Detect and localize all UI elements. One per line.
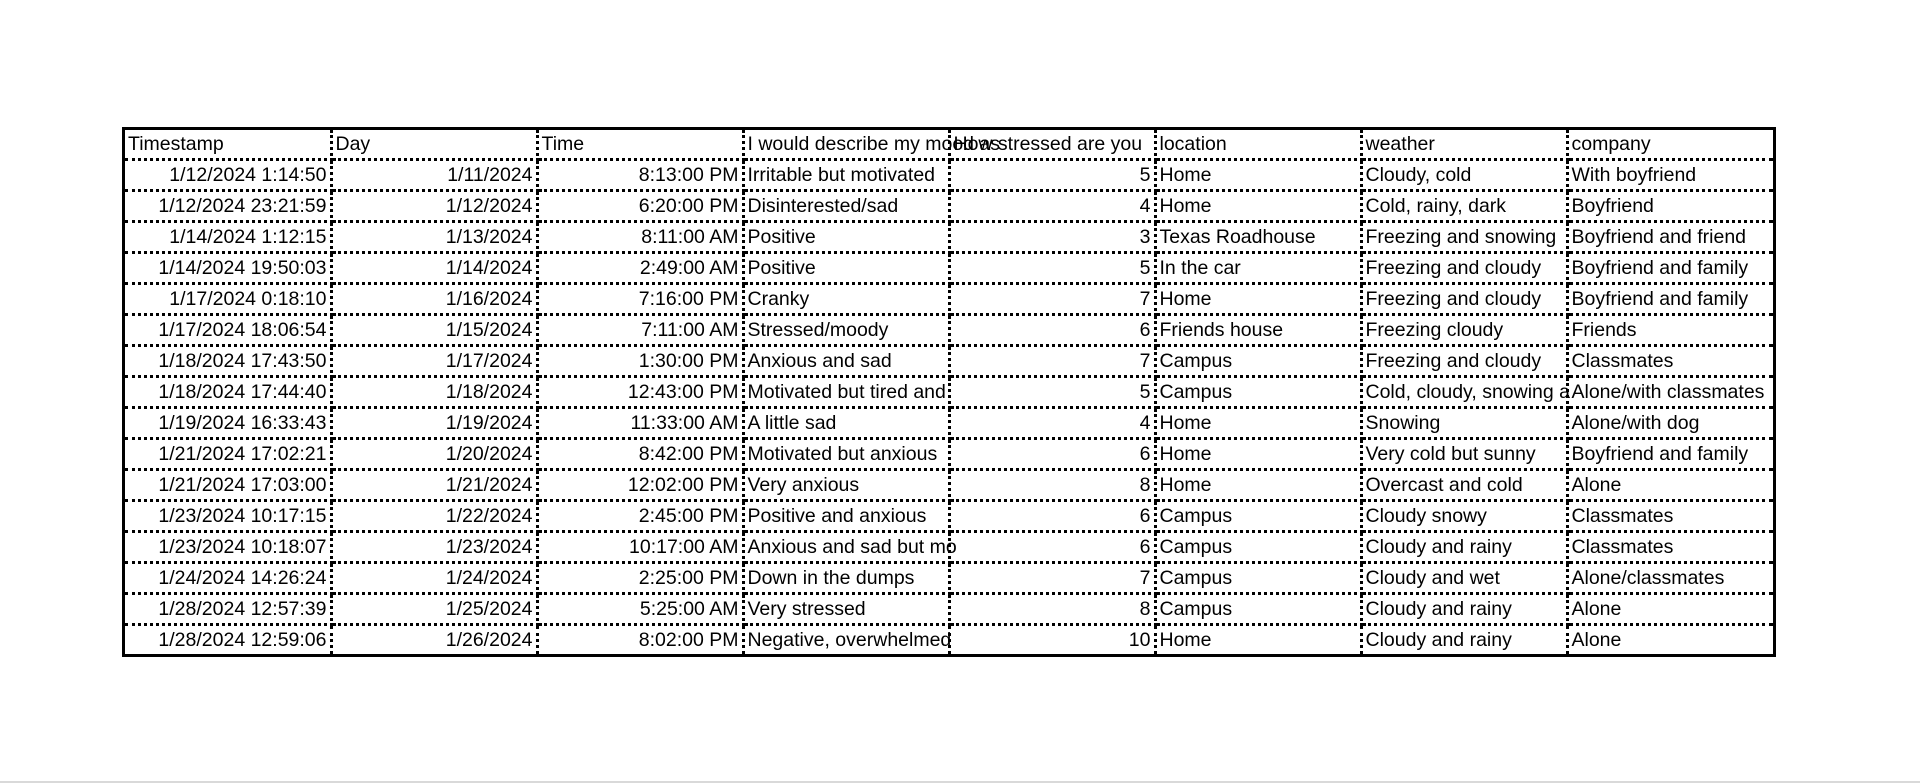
table-cell[interactable]: Home [1155,625,1361,655]
table-cell[interactable]: Boyfriend and friend [1567,222,1773,253]
table-cell[interactable]: 1/14/2024 [331,253,537,284]
table-cell[interactable]: Alone/with dog [1567,408,1773,439]
table-cell[interactable]: Down in the dumps [743,563,949,594]
table-cell[interactable]: Anxious and sad [743,346,949,377]
table-cell[interactable]: 1/14/2024 19:50:03 [125,253,331,284]
table-cell[interactable]: Alone [1567,470,1773,501]
table-cell[interactable]: 7:16:00 PM [537,284,743,315]
table-cell[interactable]: 1/19/2024 [331,408,537,439]
table-cell[interactable]: Cloudy and rainy [1361,625,1567,655]
table-cell[interactable]: 1/28/2024 12:57:39 [125,594,331,625]
header-cell[interactable]: Time [537,130,743,160]
table-cell[interactable]: 6 [949,501,1155,532]
table-cell[interactable]: Texas Roadhouse [1155,222,1361,253]
table-cell[interactable]: 1/23/2024 10:18:07 [125,532,331,563]
header-cell[interactable]: Timestamp [125,130,331,160]
table-cell[interactable]: 1/22/2024 [331,501,537,532]
table-cell[interactable]: Cloudy, cold [1361,160,1567,191]
table-cell[interactable]: 1/18/2024 17:44:40 [125,377,331,408]
table-cell[interactable]: Positive and anxious [743,501,949,532]
table-cell[interactable]: Classmates [1567,532,1773,563]
table-cell[interactable]: Freezing and cloudy [1361,253,1567,284]
table-cell[interactable]: 7 [949,346,1155,377]
table-cell[interactable]: 7 [949,284,1155,315]
table-cell[interactable]: Home [1155,284,1361,315]
table-cell[interactable]: 1/21/2024 17:03:00 [125,470,331,501]
table-cell[interactable]: 1/23/2024 10:17:15 [125,501,331,532]
table-cell[interactable]: 1/24/2024 14:26:24 [125,563,331,594]
table-cell[interactable]: 6 [949,439,1155,470]
table-cell[interactable]: 1/15/2024 [331,315,537,346]
table-cell[interactable]: In the car [1155,253,1361,284]
table-cell[interactable]: Negative, overwhelmed [743,625,949,655]
table-cell[interactable]: Freezing and cloudy [1361,284,1567,315]
table-cell[interactable]: Freezing and snowing [1361,222,1567,253]
table-row [125,470,1773,501]
table-cell[interactable]: 1/17/2024 [331,346,537,377]
table-cell[interactable]: Snowing [1361,408,1567,439]
table-row [125,160,1773,191]
table-cell[interactable]: 1/24/2024 [331,563,537,594]
table-row [125,439,1773,470]
table-cell[interactable]: Boyfriend and family [1567,439,1773,470]
table-cell[interactable]: 6 [949,315,1155,346]
table-cell[interactable]: 1/13/2024 [331,222,537,253]
table-row [125,377,1773,408]
table-cell[interactable]: Home [1155,160,1361,191]
table-row [125,222,1773,253]
table-cell[interactable]: 3 [949,222,1155,253]
table-cell[interactable]: Cloudy and rainy [1361,532,1567,563]
table-row [125,253,1773,284]
table-cell[interactable]: Disinterested/sad [743,191,949,222]
table-cell[interactable]: 8:13:00 PM [537,160,743,191]
table-cell[interactable]: 7:11:00 AM [537,315,743,346]
table-cell[interactable]: Boyfriend and family [1567,253,1773,284]
table-cell[interactable]: Cloudy and rainy [1361,594,1567,625]
header-cell[interactable]: I would describe my mood as [743,130,949,160]
table-cell[interactable]: 4 [949,408,1155,439]
table-cell[interactable]: 1/19/2024 16:33:43 [125,408,331,439]
table-cell[interactable]: Alone [1571,629,1622,651]
table-cell[interactable]: Home [1155,439,1361,470]
table-cell[interactable]: 8 [949,594,1155,625]
table-cell[interactable]: 1/18/2024 [331,377,537,408]
table-cell[interactable]: 5 [949,377,1155,408]
table-cell[interactable]: Positive [743,222,949,253]
table-cell[interactable]: Freezing cloudy [1361,315,1567,346]
table-cell[interactable]: Classmates [1567,501,1773,532]
table-row [125,284,1773,315]
table-cell[interactable]: Alone/classmates [1567,563,1773,594]
table-cell[interactable]: 10 [949,625,1155,655]
table-cell[interactable]: Home [1155,470,1361,501]
table-cell[interactable]: Very cold but sunny [1361,439,1567,470]
table-cell[interactable]: 1/12/2024 [331,191,537,222]
table-cell[interactable]: 1/12/2024 23:21:59 [125,191,331,222]
table-row [125,594,1773,625]
table-cell[interactable]: Campus [1155,501,1361,532]
table-cell[interactable]: 1/28/2024 12:59:06 [125,625,331,655]
table-cell[interactable]: 11:33:00 AM [537,408,743,439]
table-row [125,315,1773,346]
table-cell[interactable]: 8:02:00 PM [537,625,743,655]
table-cell[interactable]: 7 [949,563,1155,594]
table-cell[interactable]: 1/26/2024 [331,625,537,655]
table-cell[interactable]: Irritable but motivated [743,160,949,191]
table-cell[interactable]: 1/12/2024 1:14:50 [125,160,331,191]
table-cell[interactable]: 6 [949,532,1155,563]
header-cell[interactable]: location [1155,130,1361,160]
table-cell[interactable]: 2:25:00 PM [537,563,743,594]
table-cell[interactable]: 1/17/2024 18:06:54 [125,315,331,346]
table-cell[interactable]: Anxious and sad but mo [743,532,949,563]
table-cell[interactable]: Alone/with classmates [1567,377,1773,408]
spreadsheet-table [122,127,1776,657]
table-cell[interactable]: Home [1155,408,1361,439]
table-cell[interactable]: 5 [949,253,1155,284]
table-cell[interactable]: Campus [1155,563,1361,594]
table-cell[interactable]: Campus [1155,346,1361,377]
header-row [125,130,1773,160]
table-row [125,563,1773,594]
table-row [125,346,1773,377]
table-cell[interactable]: With boyfriend [1567,160,1773,191]
table-cell[interactable]: 1/21/2024 [331,470,537,501]
table-cell[interactable]: Campus [1155,594,1361,625]
table-cell[interactable]: Cloudy and wet [1361,563,1567,594]
header-cell[interactable]: weather [1361,130,1567,160]
table-cell[interactable]: Cold, rainy, dark [1361,191,1567,222]
table-cell[interactable]: Very anxious [743,470,949,501]
table-cell[interactable]: 8:11:00 AM [537,222,743,253]
table-cell[interactable]: Campus [1155,532,1361,563]
table-cell[interactable]: Friends house [1155,315,1361,346]
table-row [125,191,1773,222]
table-cell[interactable]: 1/23/2024 [331,532,537,563]
table-cell[interactable]: 5 [949,160,1155,191]
table-row [125,408,1773,439]
table-cell[interactable]: Overcast and cold [1361,470,1567,501]
table-cell[interactable]: 2:45:00 PM [537,501,743,532]
table-cell[interactable]: Very stressed [743,594,949,625]
table-cell[interactable]: Cold, cloudy, snowing a [1361,377,1567,408]
header-cell[interactable]: How stressed are you [949,130,1155,160]
header-cell[interactable]: company [1567,130,1773,160]
table-cell[interactable]: 1/20/2024 [331,439,537,470]
table-cell[interactable]: Motivated but tired and [743,377,949,408]
table-cell[interactable]: 1/16/2024 [331,284,537,315]
table-cell[interactable]: Classmates [1567,346,1773,377]
table-cell[interactable]: Positive [743,253,949,284]
table-cell[interactable]: 1/21/2024 17:02:21 [125,439,331,470]
table-cell[interactable]: 1/17/2024 0:18:10 [125,284,331,315]
table-cell[interactable]: 8:42:00 PM [537,439,743,470]
table-cell[interactable]: 10:17:00 AM [537,532,743,563]
table-cell[interactable]: Motivated but anxious [743,439,949,470]
table-cell[interactable]: Freezing and cloudy [1361,346,1567,377]
table-cell[interactable]: 4 [949,191,1155,222]
data-grid [125,130,1773,654]
table-cell[interactable]: 2:49:00 AM [537,253,743,284]
table-cell[interactable]: 8 [949,470,1155,501]
table-cell[interactable]: 5:25:00 AM [537,594,743,625]
table-cell[interactable]: Boyfriend and family [1567,284,1773,315]
table-cell[interactable]: 1/18/2024 17:43:50 [125,346,331,377]
table-cell[interactable]: Stressed/moody [743,315,949,346]
table-cell[interactable]: 1/25/2024 [331,594,537,625]
table-cell[interactable]: Cranky [743,284,949,315]
table-cell[interactable]: 1/14/2024 1:12:15 [125,222,331,253]
table-cell[interactable]: Alone [1567,594,1773,625]
table-cell[interactable]: 1/11/2024 [331,160,537,191]
table-cell[interactable]: Cloudy snowy [1361,501,1567,532]
table-cell[interactable]: 6:20:00 PM [537,191,743,222]
table-row [125,625,1773,655]
table-cell[interactable]: Campus [1155,377,1361,408]
table-cell[interactable]: 12:02:00 PM [537,470,743,501]
table-row [125,532,1773,563]
header-cell[interactable]: Day [331,130,537,160]
table-cell[interactable]: Boyfriend [1567,191,1773,222]
table-row [125,501,1773,532]
table-cell[interactable]: Home [1155,191,1361,222]
table-cell[interactable]: A little sad [743,408,949,439]
table-cell[interactable]: Friends [1567,315,1773,346]
table-cell[interactable]: 1:30:00 PM [537,346,743,377]
table-cell[interactable]: 12:43:00 PM [537,377,743,408]
